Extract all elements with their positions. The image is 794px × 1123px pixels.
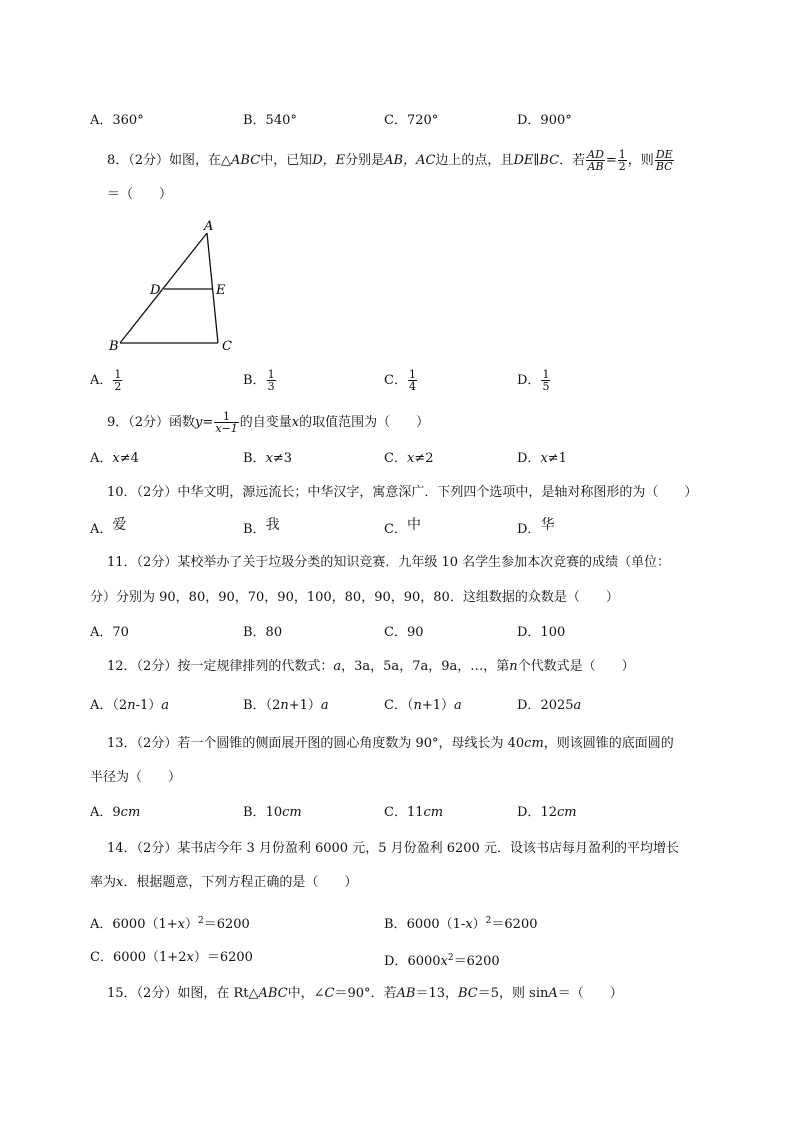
q12-option-c: C．（n+1）a	[384, 698, 462, 713]
q10-option-c: C．中	[384, 517, 421, 537]
q10-option-b: B．我	[243, 517, 280, 537]
q7-option-d: D．900°	[517, 113, 572, 128]
q13-options	[0, 802, 794, 824]
q12-stem: 12．（2分）按一定规律排列的代数式：a，3a，5a，7a，9a，…，第n个代数式是（ ）	[107, 659, 635, 674]
q12-option-a: A．（2n-1）a	[90, 698, 170, 713]
q8-text: 中，已知	[260, 153, 313, 168]
q8-option-a: A． $\frac{1}{2}$	[90, 368, 122, 393]
q8-fraction-ad-ab: $\frac{AD}{AB}$	[587, 148, 604, 173]
q13-text: 13．（2分）若一个圆锥的侧面展开图的圆心角度数为 90°，母线长为 40	[107, 736, 525, 751]
q8-text: 8．（2分）如图，在	[107, 153, 222, 168]
q9-option-c: C．x≠2	[384, 451, 434, 466]
q7-option-a: A．360°	[90, 113, 144, 128]
q10-option-d: D．华	[517, 517, 555, 537]
side-ab	[120, 233, 207, 343]
q14-stem	[0, 838, 794, 860]
q8-triangle-figure	[100, 215, 250, 360]
q14-options-row1	[0, 910, 794, 932]
q8-option-c: C． $\frac{1}{4}$	[384, 368, 416, 393]
q15-stem: 15．（2分）如图，在 Rt△ABC中，∠C＝90°．若AB＝13，BC＝5，则 sinA＝（ ）	[107, 986, 623, 1001]
q12-options	[0, 695, 794, 717]
q8-equals: =	[605, 153, 617, 168]
q12-option-d: D．2025a	[517, 698, 582, 713]
q8-option-d: D． $\frac{1}{5}$	[517, 368, 550, 393]
q11-option-b: B．80	[243, 625, 283, 640]
label-b: B	[109, 339, 119, 354]
q9-option-b: B．x≠3	[243, 451, 293, 466]
q7-option-b: B．540°	[243, 113, 297, 128]
q9-equals: =	[202, 415, 214, 430]
q9-stem	[0, 408, 794, 438]
q13-option-d: D．12cm	[517, 805, 577, 820]
q9-x: x	[291, 415, 300, 430]
q11-options	[0, 622, 794, 644]
q8-fraction-de-bc: $\frac{DE}{BC}$	[655, 148, 673, 173]
q8-option-b: B． $\frac{1}{3}$	[243, 368, 275, 393]
q8-text: 分别是	[345, 153, 385, 168]
q14-text: 率为	[90, 875, 117, 890]
q13-stem: 13．（2分）若一个圆锥的侧面展开图的圆心角度数为 90°，母线长为 40cm，则该圆锥的底面圆的	[107, 736, 674, 751]
q7-options	[0, 110, 794, 132]
q9-text: 的自变量	[239, 415, 292, 430]
q13-option-c: C．11cm	[384, 805, 444, 820]
q13-option-a: A．9cm	[90, 805, 141, 820]
q14-option-c: C．6000（1+2x）＝6200	[90, 950, 253, 965]
q13-option-b: B．10cm	[243, 805, 302, 820]
q9-fraction: $\frac{1}{x-1}$	[215, 410, 238, 435]
q8-stem-line2	[0, 184, 794, 206]
q10-options	[0, 518, 794, 540]
q9-option-d: D．x≠1	[517, 451, 567, 466]
q8-stem	[0, 146, 794, 176]
q14-option-a: A．$6000(1+x)^2=6200$	[90, 916, 250, 932]
label-a: A	[204, 219, 214, 234]
label-e: E	[216, 283, 226, 298]
q7-option-c: C．720°	[384, 113, 439, 128]
q11-stem-line2	[0, 587, 794, 609]
q12-text: 12．（2分）按一定规律排列的代数式：	[107, 659, 334, 674]
q11-option-c: C．90	[384, 625, 424, 640]
q11-text: 分）分别为 90，80，90，70，90，100，80，90，90，80．这组数据的众数是（ ）	[90, 590, 619, 605]
q14-stem-line2: 率为x．根据题意，下列方程正确的是（ ）	[90, 875, 358, 890]
q10-stem	[0, 482, 794, 504]
q8-triangle: △ABC	[221, 153, 261, 168]
q12-option-b: B．（2n+1）a	[243, 698, 329, 713]
q8-text: ．若	[559, 153, 586, 168]
q10-text: 10．（2分）中华文明，源远流长；中华汉字，寓意深广．下列四个选项中，是轴对称图形的为（ ）	[107, 485, 698, 500]
q8-text: ，则	[627, 153, 654, 168]
q11-option-a: A．70	[90, 625, 129, 640]
q9-options	[0, 448, 794, 470]
q15-text: 15．（2分）如图，在 Rt	[107, 986, 249, 1001]
q8-sides: AB，AC	[384, 153, 436, 168]
q13-text: 半径为（ ）	[90, 770, 182, 785]
q11-text: 11．（2分）某校举办了关于垃圾分类的知识竞赛．九年级 10 名学生参加本次竞赛的成绩（单位：	[107, 555, 671, 570]
q14-options-row2	[0, 947, 794, 969]
q14-option-b: B．$6000(1-x)^2=6200$	[384, 916, 538, 932]
q8-parallel: DE∥BC	[513, 153, 560, 168]
q8-text: 边上的点，且	[435, 153, 514, 168]
label-d: D	[150, 283, 161, 298]
q9-text: 的取值范围为（ ）	[299, 415, 430, 430]
q9-y: y	[195, 415, 203, 430]
q8-points: D，E	[312, 153, 346, 168]
q9-option-a: A．x≠4	[90, 451, 139, 466]
q9-text: 9．（2分）函数	[107, 415, 196, 430]
q14-text: 14．（2分）某书店今年 3 月份盈利 6000 元，5 月份盈利 6200 元．设该书店每月盈利的平均增长	[107, 841, 679, 856]
q8-answer-blank: ＝（ ）	[107, 187, 173, 202]
q8-options	[0, 366, 794, 396]
q10-option-a: A．爱	[90, 517, 127, 537]
q11-option-d: D．100	[517, 625, 566, 640]
q14-option-d: D．$6000x^2=6200$	[384, 953, 500, 969]
q8-fraction-half: $\frac{1}{2}$	[618, 148, 626, 173]
q13-stem-line2	[0, 767, 794, 789]
q11-stem	[0, 552, 794, 574]
label-c: C	[222, 339, 232, 354]
